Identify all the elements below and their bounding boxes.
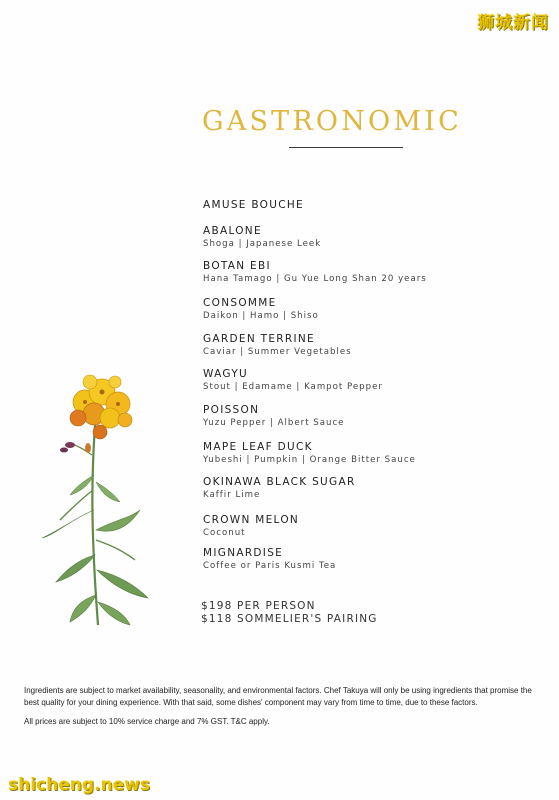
course-item xyxy=(203,547,336,572)
watermark-bottom: shicheng.news xyxy=(8,775,150,795)
course-description: Hana Tamago | Gu Yue Long Shan 20 years xyxy=(203,274,427,284)
course-name: POISSON xyxy=(203,404,260,416)
course-item xyxy=(203,333,352,358)
course-item xyxy=(203,368,383,393)
course-item xyxy=(203,441,416,466)
course-name: OKINAWA BLACK SUGAR xyxy=(203,476,356,488)
course-item xyxy=(203,404,344,429)
ingredients-note: Ingredients are subject to market availability, seasonality, and environmental factors. Chef Takuya will only be using ingredients that promise the best quality for your dining experience. With that said, some dishes' component may vary from time to time, due to these factors. xyxy=(24,686,532,707)
course-name: MAPE LEAF DUCK xyxy=(203,441,313,453)
course-item xyxy=(203,199,304,212)
course-description: Yuzu Pepper | Albert Sauce xyxy=(203,418,345,428)
course-item xyxy=(203,476,356,501)
price-pairing: $118 SOMMELIER'S PAIRING xyxy=(201,613,378,625)
course-name: CONSOMME xyxy=(203,297,277,309)
course-item xyxy=(203,297,319,322)
course-description: Kaffir Lime xyxy=(203,490,261,500)
course-item xyxy=(203,260,427,285)
course-description: Stout | Edamame | Kampot Pepper xyxy=(203,382,383,392)
course-description: Caviar | Summer Vegetables xyxy=(203,347,352,357)
course-description: Yubeshi | Pumpkin | Orange Bitter Sauce xyxy=(203,455,416,465)
course-item xyxy=(203,225,321,250)
course-name: CROWN MELON xyxy=(203,514,300,526)
course-name: WAGYU xyxy=(203,368,249,380)
course-description: Shoga | Japanese Leek xyxy=(203,239,322,249)
course-description: Daikon | Hamo | Shiso xyxy=(203,311,319,321)
course-name: BOTAN EBI xyxy=(203,260,271,272)
menu-title: GASTRONOMIC xyxy=(202,106,462,137)
menu-notes xyxy=(24,685,534,736)
course-name: GARDEN TERRINE xyxy=(203,333,315,345)
yellow-flower-illustration xyxy=(30,370,160,639)
watermark-top: 狮城新闻 xyxy=(477,13,549,33)
course-item xyxy=(203,514,299,539)
course-description: Coffee or Paris Kusmi Tea xyxy=(203,561,337,571)
course-name: MIGNARDISE xyxy=(203,547,284,559)
price-per-person: $198 PER PERSON xyxy=(201,600,316,612)
charges-note: All prices are subject to 10% service charge and 7% GST. T&C apply. xyxy=(24,717,270,726)
course-description: Coconut xyxy=(203,528,246,538)
title-divider xyxy=(289,147,403,148)
course-name: ABALONE xyxy=(203,225,262,237)
course-name: AMUSE BOUCHE xyxy=(203,199,304,211)
